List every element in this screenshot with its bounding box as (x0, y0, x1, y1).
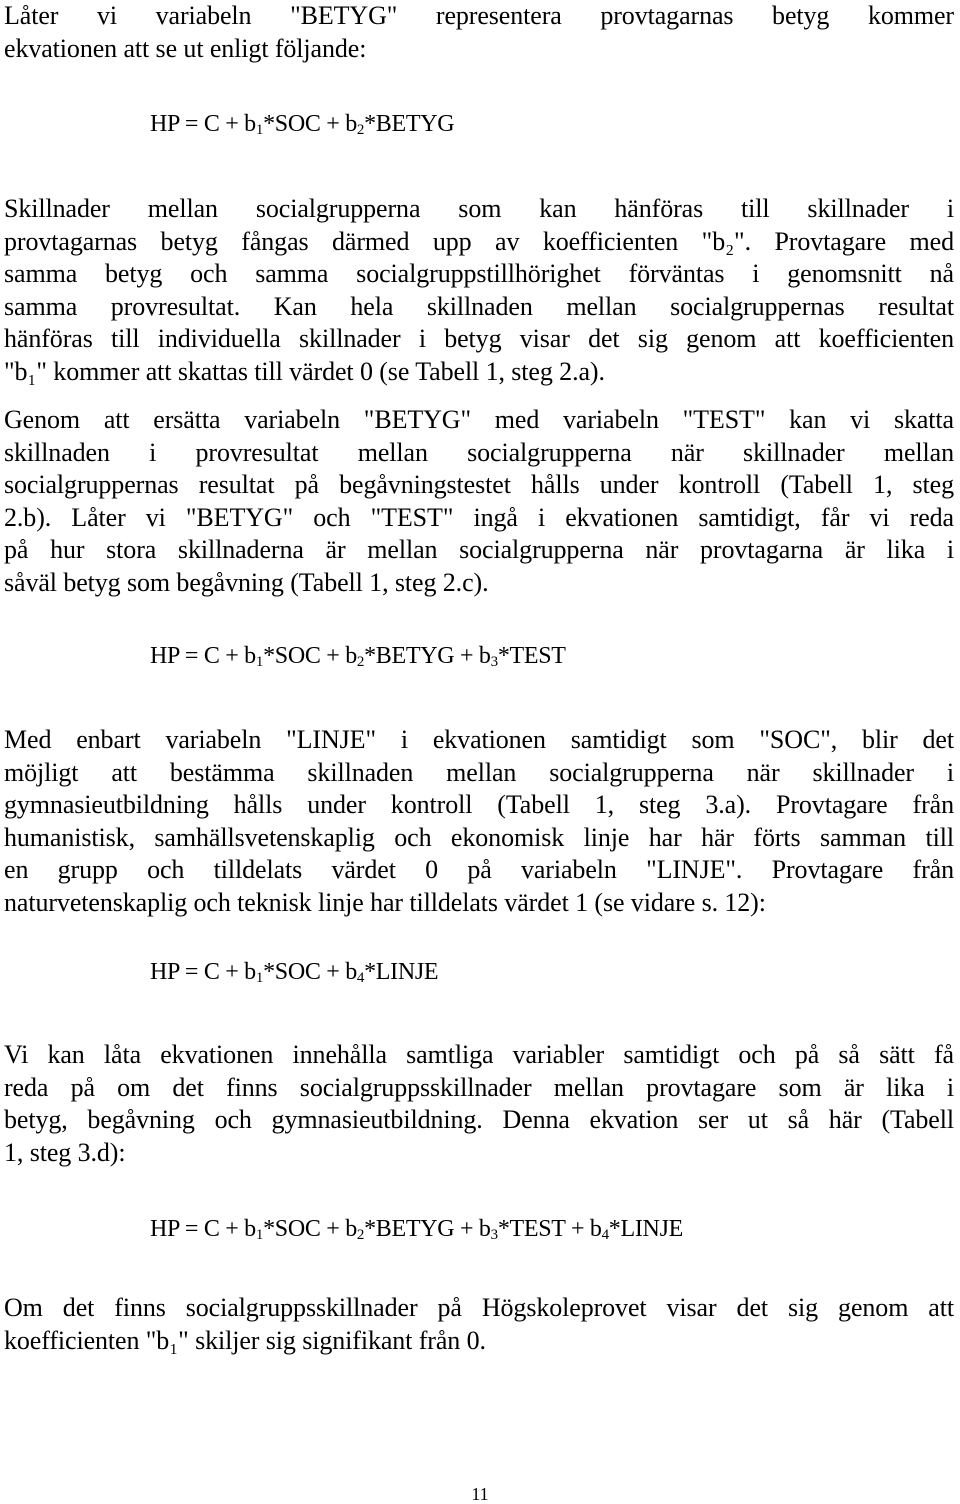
paragraph-5 (4, 1039, 954, 1169)
paragraph-line: Om det finns socialgruppsskillnader på Högskoleprovet visar det sig genom att (4, 1293, 954, 1322)
equation-2: HP = $C + b_1*SOC$ + $b_2*BETYG$ + $b_3*TEST$ (150, 643, 566, 670)
paragraph-line: 1, steg 3.d): (4, 1137, 126, 1167)
page-number: 11 (471, 1484, 489, 1504)
paragraph-line: betyg, begåvning och gymnasieutbildning. Denna ekvation ser ut så här (Tabell (4, 1105, 954, 1134)
paragraph-line: samma betyg och samma socialgruppstillhörighet förväntas i genomsnitt nå (4, 259, 954, 288)
paragraph-4 (4, 724, 954, 919)
paragraph-line: reda på om det finns socialgruppsskillnader mellan provtagare som är lika i (4, 1072, 954, 1102)
paragraph-line: ekvationen att se ut enligt följande: (4, 33, 367, 63)
paragraph-line: Genom att ersätta variabeln "BETYG" med variabeln "TEST" kan vi skatta (4, 405, 954, 434)
paragraph-line: gymnasieutbildning hålls under kontroll (Tabell 1, steg 3.a). Provtagare från (4, 790, 954, 819)
paragraph-line: möjligt att bestämma skillnaden mellan socialgrupperna när skillnader i (4, 757, 954, 787)
paragraph-line: Skillnader mellan socialgrupperna som kan hänföras till skillnader i (4, 194, 954, 223)
paragraph-3 (4, 404, 954, 599)
equation-4: HP = $C + b_1*SOC$ + $b_2*BETYG$ + $b_3*TEST$ + $b_4*LINJE$ (150, 1216, 683, 1243)
paragraph-2 (4, 193, 954, 388)
paragraph-line: socialgruppernas resultat på begåvningstestet hålls under kontroll (Tabell 1, steg (4, 470, 954, 499)
paragraph-line: Med enbart variabeln "LINJE" i ekvationen samtidigt som "SOC", blir det (4, 725, 954, 754)
equation-3: HP = $C + b_1*SOC$ + $b_4*LINJE$ (150, 959, 439, 986)
paragraph-1 (4, 0, 954, 65)
paragraph-line: 2.b). Låter vi "BETYG" och "TEST" ingå i ekvationen samtidigt, får vi reda (4, 502, 954, 532)
paragraph-line: naturvetenskaplig och teknisk linje har tilldelats värdet 1 (se vidare s. 12): (4, 887, 766, 917)
paragraph-line: en grupp och tilldelats värdet 0 på variabeln "LINJE". Provtagare från (4, 855, 954, 884)
paragraph-line: provtagarnas betyg fångas därmed upp av koefficienten "b₂". Provtagare med (4, 226, 954, 256)
paragraph-line: "b₁" kommer att skattas till värdet 0 (se Tabell 1, steg 2.a). (4, 356, 605, 386)
paragraph-6 (4, 1292, 954, 1357)
paragraph-line: hänföras till individuella skillnader i betyg visar det sig genom att koefficienten (4, 324, 954, 353)
paragraph-line: såväl betyg som begåvning (Tabell 1, steg 2.c). (4, 567, 489, 597)
paragraph-line: skillnaden i provresultat mellan socialgrupperna när skillnader mellan (4, 437, 954, 467)
paragraph-line: Låter vi variabeln "BETYG" representera provtagarnas betyg kommer (4, 1, 954, 30)
paragraph-line: humanistisk, samhällsvetenskaplig och ekonomisk linje har här förts samman till (4, 822, 954, 852)
paragraph-line: på hur stora skillnaderna är mellan socialgrupperna när provtagarna är lika i (4, 535, 954, 564)
paragraph-line: samma provresultat. Kan hela skillnaden mellan socialgruppernas resultat (4, 291, 954, 321)
paragraph-line: Vi kan låta ekvationen innehålla samtliga variabler samtidigt och på så sätt få (4, 1040, 954, 1069)
equation-1: HP = $C + b_1*SOC$ + $b_2*BETYG$ (150, 111, 455, 138)
paragraph-line: koefficienten "b₁" skiljer sig signifikant från 0. (4, 1325, 486, 1355)
